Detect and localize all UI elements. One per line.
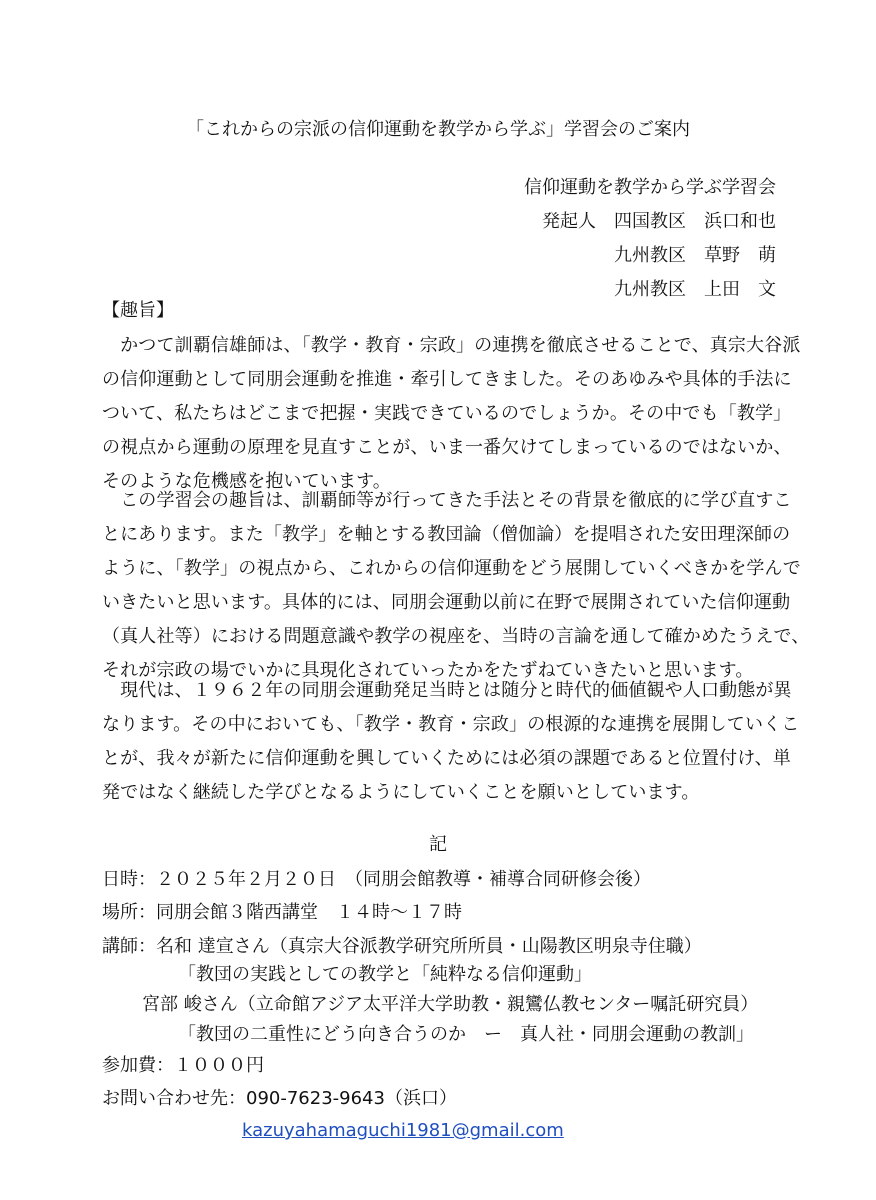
paragraph-line: （真人社等）における問題意識や教学の視座を、当時の言論を通して確かめたうえで、 <box>102 626 810 647</box>
paragraph-line: それが宗政の場でいかに具現化されていったかをたずねていきたいと思います。 <box>102 660 754 681</box>
paragraph-line: この学習会の趣旨は、訓覇師等が行ってきた手法とその背景を徹底的に学び直すこ <box>102 490 792 511</box>
purpose-paragraph-3 <box>102 674 800 810</box>
lecture-1-title: 「教団の実践としての教学と「純粋なる信仰運動」 <box>178 964 592 985</box>
paragraph-line: 現代は、１９６２年の同朋会運動発足当時とは随分と時代的価値観や人口動態が異 <box>102 680 792 701</box>
contact-email-link[interactable]: kazuyahamaguchi1981@gmail.com <box>242 1120 564 1141</box>
lecture-2-title: 「教団の二重性にどう向き合うのか ー 真人社・同朋会運動の教訓」 <box>178 1024 754 1045</box>
paragraph-line: の信仰運動として同朋会運動を推進・牽引してきました。そのあゆみや具体的手法に <box>102 369 792 390</box>
lecturer-2: 宮部 峻さん（立命館アジア太平洋大学助教・親鸞仏教センター嘱託研究員） <box>142 994 759 1015</box>
paragraph-line: とにあります。また「教学」を軸とする教団論（僧伽論）を提唱された安田理深師の <box>102 524 791 545</box>
paragraph-line: の視点から運動の原理を見直すことが、いま一番欠けてしまっているのではないか、 <box>102 437 792 458</box>
paragraph-line: とが、我々が新たに信仰運動を興していくためには必須の課題であると位置付け、単 <box>102 748 791 769</box>
paragraph-line: ように、「教学」の視点から、これからの信仰運動をどう展開していくべきかを学んで <box>102 558 801 579</box>
purpose-paragraph-1 <box>102 329 801 499</box>
event-datetime: 日時：２０２５年２月２０日 （同朋会館教導・補導合同研修会後） <box>102 869 651 890</box>
lecturer-1: 講師：名和 達宣さん（真宗大谷派教学研究所所員・山陽教区明泉寺住職） <box>102 936 702 957</box>
purpose-paragraph-2 <box>102 484 810 688</box>
paragraph-line: かつて訓覇信雄師は、「教学・教育・宗政」の連携を徹底させることで、真宗大谷派 <box>102 335 801 356</box>
page-title: 「これからの宗派の信仰運動を教学から学ぶ」学習会のご案内 <box>186 119 690 140</box>
organizer-line: 九州教区 上田 文 <box>614 279 776 300</box>
paragraph-line: ついて、私たちはどこまで把握・実践できているのでしょうか。その中でも「教学」 <box>102 403 792 424</box>
organizer-group: 信仰運動を教学から学ぶ学習会 <box>524 177 776 198</box>
organizer-line: 発起人 四国教区 浜口和也 <box>542 211 776 232</box>
paragraph-line: 発ではなく継続した学びとなるようにしていくことを願いとしています。 <box>102 782 700 803</box>
paragraph-line: そのような危機感を抱いています。 <box>102 471 391 492</box>
event-place: 場所：同朋会館３階西講堂 １４時〜１７時 <box>102 902 462 923</box>
participation-fee: 参加費：１０００円 <box>102 1055 264 1076</box>
notice-heading: 記 <box>429 834 447 855</box>
paragraph-line: なります。その中においても、「教学・教育・宗政」の根源的な連携を展開していくこ <box>102 714 800 735</box>
purpose-heading: 【趣旨】 <box>102 300 174 321</box>
contact-phone: お問い合わせ先：090-7623-9643（浜口） <box>102 1088 457 1109</box>
organizer-line: 九州教区 草野 萌 <box>614 245 776 266</box>
paragraph-line: いきたいと思います。具体的には、同朋会運動以前に在野で展開されていた信仰運動 <box>102 592 791 613</box>
